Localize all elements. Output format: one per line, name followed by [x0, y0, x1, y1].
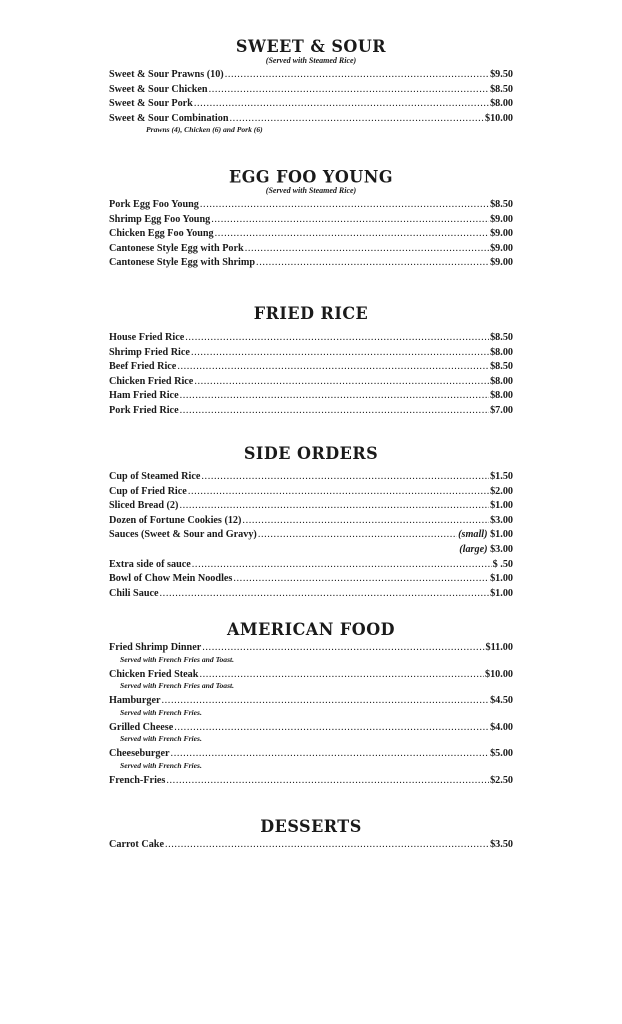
leader-dots: [230, 112, 484, 127]
leader-dots: [242, 514, 489, 529]
item-name: Sweet & Sour Chicken: [109, 83, 208, 95]
leader-dots: [166, 774, 489, 789]
section-title: EGG FOO YOUNG: [229, 166, 393, 187]
section-fried-rice: [109, 305, 513, 419]
menu-item: [109, 346, 513, 361]
section-desserts: [109, 818, 513, 853]
item-name: Cantonese Style Egg with Shrimp: [109, 257, 256, 269]
item-price: $ .50: [492, 558, 513, 570]
menu-item: [109, 360, 513, 375]
item-price: $9.00: [490, 257, 513, 269]
section-title: DESSERTS: [260, 816, 362, 837]
menu-item: [109, 97, 513, 112]
leader-dots: [233, 572, 489, 587]
item-price: $7.00: [490, 404, 513, 416]
item-name: Grilled Cheese: [109, 721, 174, 733]
leader-dots: [202, 641, 484, 656]
menu-item: [109, 774, 513, 789]
leader-dots: [258, 528, 457, 543]
item-name: Bowl of Chow Mein Noodles: [109, 573, 233, 585]
menu-item: [109, 572, 513, 587]
item-price: $1.00: [490, 573, 513, 585]
menu-item-extra-price: [109, 543, 513, 558]
item-name: Chicken Egg Foo Young: [109, 228, 214, 240]
item-name: Carrot Cake: [109, 839, 164, 850]
leader-dots: [171, 747, 490, 762]
item-price: $1.50: [490, 471, 513, 482]
section-subtitle: (Served with Steamed Rice): [265, 56, 357, 65]
menu-item: [109, 499, 513, 514]
menu-item: [109, 213, 513, 228]
menu-item: [109, 485, 513, 500]
item-price: $9.00: [490, 213, 513, 225]
menu-item: [109, 668, 513, 683]
menu-item: [109, 694, 513, 709]
item-price: $8.50: [490, 332, 513, 343]
menu-item: [109, 747, 513, 762]
leader-dots: [180, 404, 489, 419]
item-name: Shrimp Egg Foo Young: [109, 213, 211, 225]
menu-item: [109, 721, 513, 736]
menu-item: [109, 404, 513, 419]
leader-dots: [215, 227, 489, 242]
section-title: SIDE ORDERS: [243, 443, 379, 464]
menu-item: [109, 470, 513, 485]
item-name: Chili Sauce: [109, 587, 159, 599]
leader-dots: [160, 587, 490, 602]
item-price: $10.00: [484, 112, 513, 124]
item-note: Served with French Fries.: [120, 734, 202, 744]
item-price: $10.00: [484, 668, 513, 680]
item-price: $8.50: [490, 361, 513, 373]
item-price: $8.00: [490, 98, 513, 110]
item-price: $2.00: [490, 485, 513, 497]
item-note: Served with French Fries and Toast.: [120, 654, 235, 664]
menu-item: [109, 389, 513, 404]
leader-dots: [185, 331, 489, 346]
item-name: Cheeseburger: [109, 748, 170, 760]
item-price: $8.50: [490, 199, 513, 210]
menu-item: [109, 112, 513, 127]
item-name: Cantonese Style Egg with Pork: [109, 242, 244, 254]
leader-dots: [162, 694, 490, 709]
section-subtitle: (Served with Steamed Rice): [265, 186, 357, 195]
leader-dots: [245, 242, 489, 257]
menu-item: [109, 68, 513, 83]
section-title: AMERICAN FOOD: [226, 619, 396, 640]
menu-item: [109, 256, 513, 271]
menu-item: [109, 242, 513, 257]
item-price: $9.50: [490, 69, 513, 80]
leader-dots: [188, 485, 489, 500]
item-name: Sweet & Sour Prawns (10): [109, 69, 224, 80]
section-egg-foo-young: [109, 168, 513, 271]
menu-item: [109, 375, 513, 390]
item-price: $2.50: [490, 774, 513, 786]
menu-item: [109, 587, 513, 602]
item-price: $1.00: [490, 500, 513, 512]
item-price: $8.00: [490, 346, 513, 358]
section-title: SWEET & SOUR: [235, 36, 387, 57]
section-sweet-sour: [109, 38, 513, 138]
leader-dots: [191, 346, 489, 361]
item-size: (small): [458, 529, 488, 541]
item-price-large: $3.00: [490, 543, 513, 555]
leader-dots: [256, 256, 489, 271]
item-price: $11.00: [485, 642, 513, 653]
leader-dots: [192, 558, 492, 573]
section-side-orders: [109, 445, 513, 601]
leader-dots: [211, 213, 489, 228]
item-note: Prawns (4), Chicken (6) and Pork (6): [146, 125, 263, 135]
leader-dots: [194, 97, 489, 112]
leader-dots: [194, 375, 489, 390]
leader-dots: [225, 68, 489, 83]
item-price: $8.00: [490, 390, 513, 402]
leader-dots: [209, 83, 490, 98]
item-note: Served with French Fries and Toast.: [120, 681, 235, 691]
item-name: Cup of Steamed Rice: [109, 471, 201, 482]
item-price: $8.00: [490, 375, 513, 387]
leader-dots: [177, 360, 489, 375]
item-name: Beef Fried Rice: [109, 361, 177, 373]
item-price: [458, 528, 513, 543]
menu-item: [109, 514, 513, 529]
item-price: $3.00: [490, 514, 513, 526]
menu-item: [109, 198, 513, 213]
leader-dots: [179, 499, 489, 514]
item-name: Shrimp Fried Rice: [109, 346, 190, 358]
item-price: $9.00: [490, 242, 513, 254]
section-title: FRIED RICE: [253, 303, 369, 324]
item-name: Ham Fried Rice: [109, 390, 179, 402]
item-name: Hamburger: [109, 695, 161, 707]
item-price-small: $1.00: [490, 529, 513, 541]
item-name: Pork Fried Rice: [109, 404, 179, 416]
leader-dots: [201, 470, 489, 485]
item-size: (large): [459, 543, 488, 555]
item-name: Pork Egg Foo Young: [109, 199, 199, 210]
item-price: $5.00: [490, 748, 513, 760]
item-note: Served with French Fries.: [120, 760, 202, 770]
item-name: Chicken Fried Steak: [109, 668, 199, 680]
item-name: Sweet & Sour Combination: [109, 112, 229, 124]
menu-item: [109, 227, 513, 242]
menu-item: [109, 331, 513, 346]
item-name: Dozen of Fortune Cookies (12): [109, 514, 242, 526]
item-name: Fried Shrimp Dinner: [109, 642, 202, 653]
item-price: $1.00: [490, 587, 513, 599]
item-name: Cup of Fried Rice: [109, 485, 187, 497]
leader-dots: [174, 721, 489, 736]
menu-item: [109, 83, 513, 98]
item-price: $9.00: [490, 228, 513, 240]
leader-dots: [165, 838, 489, 853]
item-price: $4.50: [490, 695, 513, 707]
section-american-food: [109, 621, 513, 789]
item-name: Sliced Bread (2): [109, 500, 179, 512]
item-price: $4.00: [490, 721, 513, 733]
leader-dots: [180, 389, 489, 404]
item-name: Extra side of sauce: [109, 558, 191, 570]
menu-item: [109, 641, 513, 656]
item-name: French-Fries: [109, 774, 166, 786]
item-name: Sauces (Sweet & Sour and Gravy): [109, 529, 257, 541]
menu-item: [109, 528, 513, 543]
menu-item: [109, 558, 513, 573]
item-note: Served with French Fries.: [120, 707, 202, 717]
item-name: Sweet & Sour Pork: [109, 98, 193, 110]
item-price: $8.50: [490, 83, 513, 95]
leader-dots: [199, 668, 484, 683]
item-name: House Fried Rice: [109, 332, 185, 343]
leader-dots: [200, 198, 489, 213]
item-name: Chicken Fried Rice: [109, 375, 194, 387]
item-price: $3.50: [490, 839, 513, 850]
menu-item: [109, 838, 513, 853]
